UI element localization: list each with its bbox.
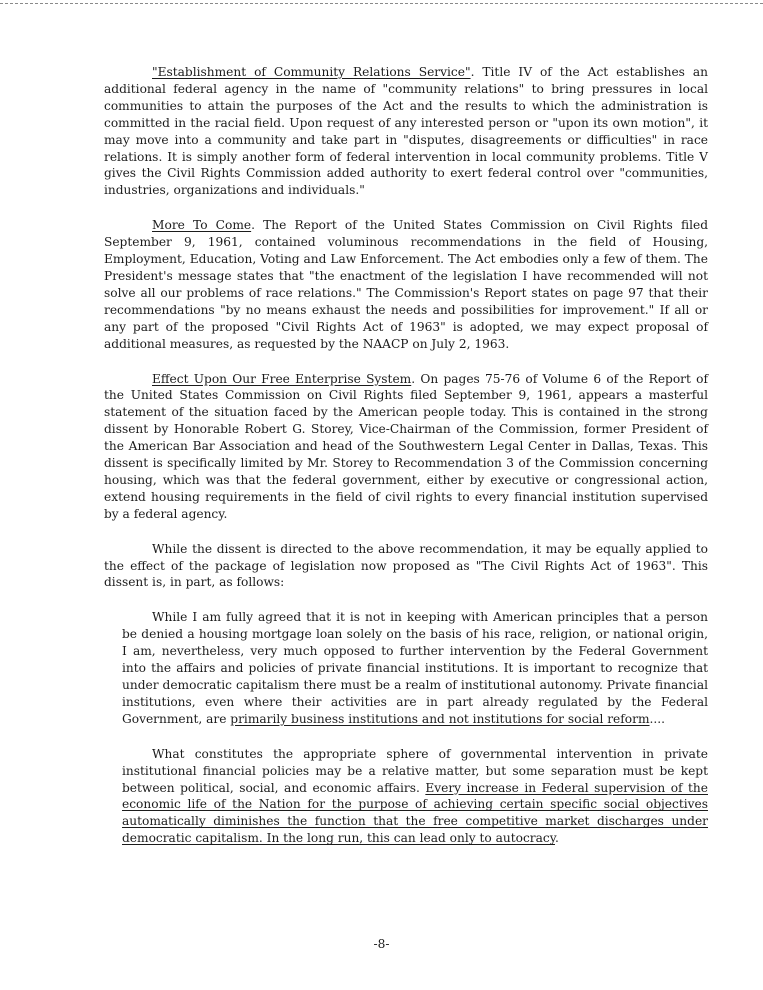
page-number: -8- <box>373 937 390 951</box>
body-dissent-intro: While the dissent is directed to the above recommendation, it may be equally applied to the effect of the package of legislation now proposed as "The Civil Rights Act of 1963". This dissent is, in part, as follows: <box>104 541 708 590</box>
quote-1-tail: .... <box>649 711 666 726</box>
body-free-enterprise: . On pages 75-76 of Volume 6 of the Report of the United States Commission on Civil Rights filed September 9, 1961, appears a masterful statement of the situation faced by the American people today. This is contained in the strong dissent by Honorable Robert G. Storey, Vice-Chairman of the Commission, former President of the American Bar Association and head of the Southwestern Legal Center in Dallas, Texas. This dissent is specifically limited by Mr. Storey to Recommendation 3 of the Commission concerning housing, which was that the federal government, either by executive or congressional action, extend housing requirements in the field of civil rights to every financial institution supervised by a federal agency. <box>104 371 708 521</box>
paragraph-free-enterprise <box>104 371 708 523</box>
heading-free-enterprise: Effect Upon Our Free Enterprise System <box>152 371 412 386</box>
document-page <box>104 64 708 865</box>
paragraph-more-to-come <box>104 217 708 352</box>
paragraph-community-relations <box>104 64 708 199</box>
page-top-edge <box>0 3 763 4</box>
heading-more-to-come: More To Come <box>152 218 252 233</box>
paragraph-dissent-intro <box>104 541 708 592</box>
quote-paragraph-2 <box>122 746 708 847</box>
heading-community-relations: "Establishment of Community Relations Service" <box>152 65 471 79</box>
quote-2-text: What constitutes the appropriate sphere of governmental intervention in private institutional financial policies may be a relative matter, but some separation must be kept between political, social, and economic affairs. <box>122 746 708 795</box>
quote-2-underlined: Every increase in Federal supervision of the economic life of the Nation for the purpose of achieving certain specific social objectives automatically diminishes the function that the free competitive market discharges under democratic capitalism. In the long run, this can lead only to autocracy <box>122 780 708 846</box>
quote-1-underlined: primarily business institutions and not institutions for social reform <box>230 711 650 726</box>
body-more-to-come: . The Report of the United States Commission on Civil Rights filed September 9, 1961, contained voluminous recommendations in the field of Housing, Employment, Education, Voting and Law Enforcement. The Act embodies only a few of them. The President's message states that "the enactment of the legislation I have recommended will not solve all our problems of race relations." The Commission's Report states on page 97 that their recommendations "by no means exhaust the needs and possibilities for improvement." If all or any part of the proposed "Civil Rights Act of 1963" is adopted, we may expect proposal of additional measures, as requested by the NAACP on July 2, 1963. <box>104 218 709 351</box>
quote-paragraph-1 <box>122 609 708 727</box>
quote-2-tail: . <box>555 831 559 846</box>
quote-1-text: While I am fully agreed that it is not in keeping with American principles that a person be denied a housing mortgage loan solely on the basis of his race, religion, or national origin, I am, nevertheless, very much opposed to further intervention by the Federal Government into the affairs and policies of private financial institutions. It is important to recognize that under democratic capitalism there must be a realm of institutional autonomy. Private financial institutions, even where their activities are in part already regulated by the Federal Government, are <box>122 610 708 726</box>
body-community-relations: . Title IV of the Act establishes an additional federal agency in the name of "community relations" to bring pressures in local communities to attain the purposes of the Act and the results to which the administration is committed in the racial field. Upon request of any interested person or "upon its own motion", it may move into a community and take part in "disputes, disagreements or difficulties" in race relations. It is simply another form of federal intervention in local community problems. Title V gives the Civil Rights Commission added authority to exert federal control over "communities, industries, organizations and individuals." <box>104 65 708 198</box>
